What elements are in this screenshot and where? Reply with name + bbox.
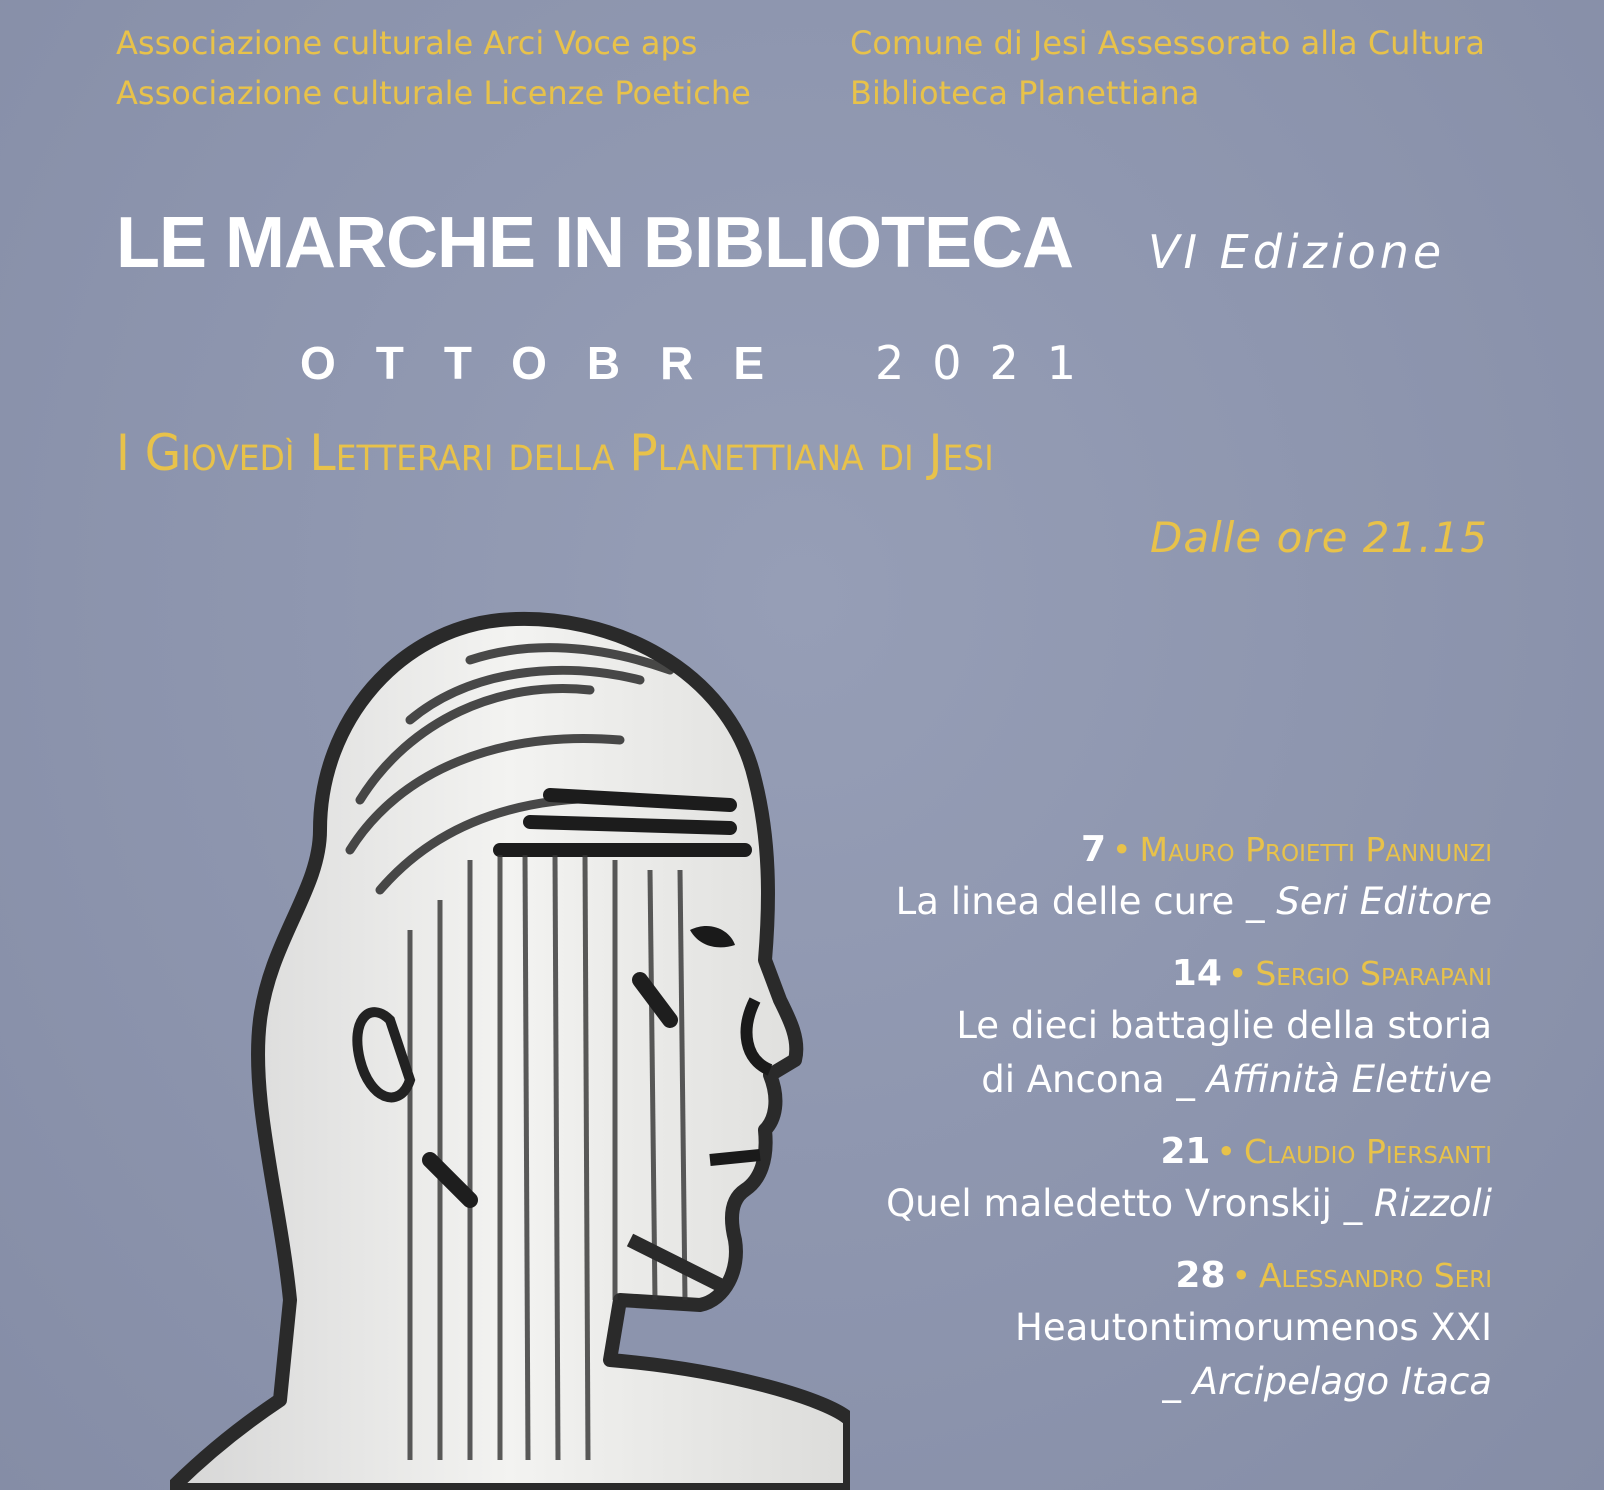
event-day: 14 bbox=[1171, 953, 1222, 994]
event-book-title: Quel maledetto Vronskij bbox=[886, 1182, 1332, 1225]
bullet-icon: • bbox=[1216, 1132, 1236, 1171]
organizer-comune-jesi: Comune di Jesi Assessorato alla Cultura bbox=[850, 24, 1485, 62]
event-book-title: La linea delle cure bbox=[895, 880, 1235, 923]
events-list bbox=[772, 825, 1492, 1429]
mouth bbox=[710, 1155, 760, 1160]
bullet-icon: • bbox=[1227, 954, 1248, 993]
event-item bbox=[772, 1127, 1492, 1231]
organizer-biblioteca: Biblioteca Planettiana bbox=[850, 74, 1200, 112]
event-book-title: Le dieci battaglie della storia bbox=[956, 1004, 1492, 1047]
event-item bbox=[772, 1251, 1492, 1409]
event-publisher: _ Arcipelago Itaca bbox=[1162, 1360, 1492, 1403]
edition-label: VI Edizione bbox=[1148, 225, 1446, 279]
event-publisher: _ Seri Editore bbox=[1245, 880, 1492, 923]
organizers-left bbox=[116, 18, 751, 118]
event-day: 7 bbox=[1080, 829, 1107, 870]
organizer-licenze-poetiche: Associazione culturale Licenze Poetiche bbox=[116, 74, 751, 112]
event-author: Sergio Sparapani bbox=[1255, 954, 1492, 993]
event-item bbox=[772, 949, 1492, 1107]
event-author: Alessandro Seri bbox=[1258, 1256, 1492, 1295]
bullet-icon: • bbox=[1231, 1256, 1251, 1295]
organizers-right bbox=[850, 18, 1485, 118]
month-label: OTTOBRE bbox=[300, 337, 805, 389]
event-day: 21 bbox=[1160, 1131, 1211, 1172]
event-item bbox=[772, 825, 1492, 929]
main-title: LE MARCHE IN BIBLIOTECA bbox=[116, 203, 1073, 283]
event-publisher: _ Affinità Elettive bbox=[1176, 1058, 1492, 1101]
event-book-title: Heautontimorumenos XXI bbox=[1015, 1306, 1492, 1349]
series-subtitle: I Giovedì Letterari della Planettiana di Jesi bbox=[116, 424, 994, 482]
event-author: Mauro Proietti Pannunzi bbox=[1139, 830, 1492, 869]
bullet-icon: • bbox=[1112, 830, 1132, 869]
event-author: Claudio Piersanti bbox=[1243, 1132, 1492, 1171]
year-label: 2021 bbox=[875, 336, 1105, 390]
event-book-title-cont: di Ancona bbox=[981, 1058, 1165, 1101]
organizer-arci-voce: Associazione culturale Arci Voce aps bbox=[116, 24, 698, 62]
start-time: Dalle ore 21.15 bbox=[1150, 513, 1488, 562]
head-profile-illustration bbox=[170, 600, 850, 1490]
event-day: 28 bbox=[1175, 1255, 1226, 1296]
event-publisher: _ Rizzoli bbox=[1343, 1182, 1492, 1225]
